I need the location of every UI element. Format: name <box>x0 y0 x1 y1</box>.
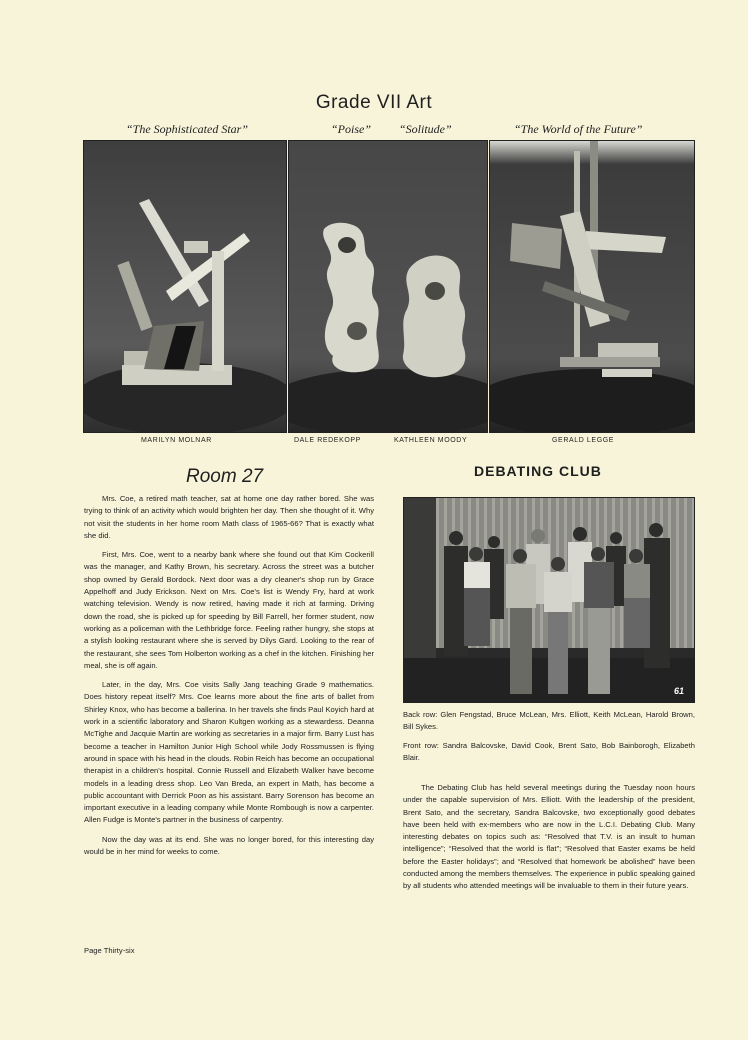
room-27-title: Room 27 <box>186 466 264 487</box>
debating-club-caption <box>403 709 695 770</box>
student-name-gerald-legge: GERALD LEGGE <box>552 437 615 444</box>
room-27-paragraph: First, Mrs. Coe, went to a nearby bank where she found out that Kim Cockerill was the manager, and Kathy Brown, his secretary. Across the street was a butcher shop owned by Gerald Bordock. Next door was a dry cleaner's shop run by Grace Appelhoff and Judy Erickson. Next on Mrs. Coe's list is Wendy Fry, hard at work watching television. Wendy is now retired, having made it rich at farming. Driving down the road, she is picked up for speeding by Bill Farrell, her former student, now working as a policeman with the Lethbridge force. Feeling rather hungry, she stops at a stylish looking restaurant where she is served by Dilys Gard. Looking to the rear of the restaurant, she sees Tom Holberton working as a chef in the kitchen. Finishing her meal, she is off again. <box>84 550 374 670</box>
room-27-article <box>84 493 374 865</box>
front-row-caption: Front row: Sandra Balcovske, David Cook, Brent Sato, Bob Bainborogh, Elizabeth Blair. <box>403 740 695 762</box>
student-name-dale-redekopp: DALE REDEKOPP <box>294 437 361 444</box>
debating-club-photo <box>403 497 695 703</box>
room-27-paragraph: Now the day was at its end. She was no longer bored, for this interesting day would be in her mind for weeks to come. <box>84 834 374 857</box>
sculpture-photo-poise-solitude <box>288 140 488 433</box>
caption-sophisticated-star: “The Sophisticated Star” <box>126 122 249 136</box>
caption-poise: “Poise” <box>331 122 372 136</box>
room-27-paragraph: Mrs. Coe, a retired math teacher, sat at home one day rather bored. She was trying to think of an activity which would brighten her day. Then she thought of it. Why not visit the students in her home room Math class of 1965-66? That is exactly what she did. <box>84 494 374 540</box>
caption-solitude: “Solitude” <box>399 122 452 136</box>
debating-club-title: DEBATING CLUB <box>474 463 602 479</box>
debating-club-body: The Debating Club has held several meetings during the Tuesday noon hours under the capable supervision of Mrs. Elliott. With the leadership of the president, Brent Sato, and the secretary, Sandra Balcovske, two exceptionally good debates have been held with ex-members who are now in the L.C.I. Debating Club. Many interesting debates on topics such as: “Resolved that T.V. is an insult to human intelligence”; “Resolved that the world is flat”; “Resolved that Easter exams be held before the Easter holidays”; and “Resolved that homework be abolished” have been conducted among the members themselves. The experience in public speaking gained by all students who attended meetings will be invaluable to them in their future years. <box>403 783 695 891</box>
room-27-paragraph: Later, in the day, Mrs. Coe visits Sally Jang teaching Grade 9 mathematics. Does history repeat itself? Mrs. Coe learns more about the fine arts of ballet from Shirley Knox, who has become a ballerina. In her travels she finds Paul Koyich hard at work in a scientific laboratory and Sharon Kultgen working as a stewardess. Deanna McTighe and Jacquie Martin are working as secretaries in a major firm. Barry Lust has become a teacher in Hamilton Junior High School while Jody Rossmussen is flying around in space with his head in the clouds. Robin Reich has become an occupational therapist in a children's hospital. Connie Russell and Elizabeth Walker have become models in a leading dress shop. Leo Van Breda, an expert in Math, has become a public accountant with Derrick Poon as his assistant. Barry Sorenson has become an important executive in a leading company while Monte Rombough is now a carpenter. Allen Fudge is Monte's partner in the business of carpentry. <box>84 680 374 825</box>
back-row-caption: Back row: Glen Fengstad, Bruce McLean, Mrs. Elliott, Keith McLean, Harold Brown, Bill Sykes. <box>403 710 695 732</box>
debating-club-article <box>403 782 695 899</box>
sculpture-photo-world-of-future <box>489 140 695 433</box>
student-name-marilyn-molnar: MARILYN MOLNAR <box>141 437 212 444</box>
student-name-kathleen-moody: KATHLEEN MOODY <box>394 437 468 444</box>
sculpture-photo-sophisticated-star <box>83 140 287 433</box>
photo-number-label: 61 <box>673 686 684 696</box>
caption-world-of-future: “The World of the Future” <box>514 122 643 136</box>
page-title: Grade VII Art <box>315 92 433 113</box>
page-number: Page Thirty-six <box>84 946 135 955</box>
